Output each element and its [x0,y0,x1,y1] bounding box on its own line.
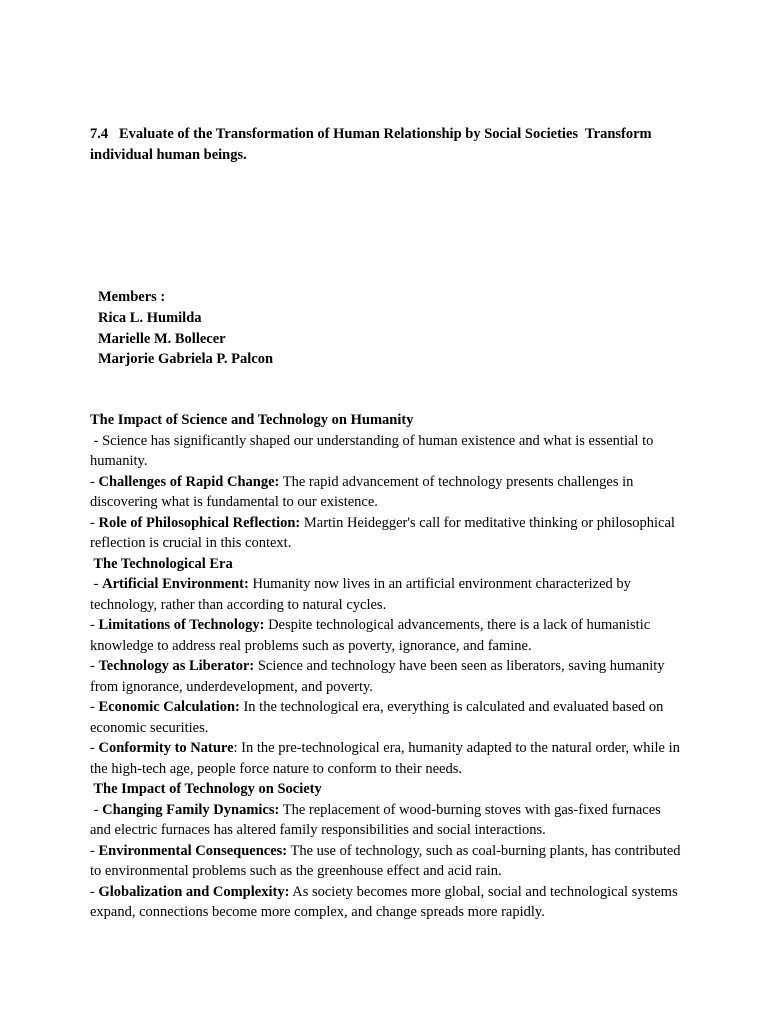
section-title: The Impact of Technology on Society [90,781,322,797]
section-title: The Technological Era [90,555,233,572]
member-name: Marielle M. Bollecer [98,330,226,347]
list-item: - Changing Family Dynamics: The replacement of wood-burning stoves with gas-fixed furnaces and electric furnaces has altered family responsibilities and social interactions. [90,801,661,838]
list-item: - Economic Calculation: In the technological era, everything is calculated and evaluated based on economic securities. [90,699,664,736]
list-item: - Conformity to Nature: In the pre-technological era, humanity adapted to the natural order, while in the high-tech age, people force nature to conform to their needs. [90,740,680,777]
list-item: - Role of Philosophical Reflection: Martin Heidegger's call for meditative thinking or philosophical reflection is crucial in this context. [90,514,675,551]
list-item: - Globalization and Complexity: As society becomes more global, social and technological systems expand, connections become more complex, and change spreads more rapidly. [90,883,678,920]
members-label: Members : [98,289,166,305]
document-body [90,410,685,923]
member-name: Marjorie Gabriela P. Palcon [98,351,274,368]
list-item: - Artificial Environment: Humanity now lives in an artificial environment characterized by technology, rather than according to natural cycles. [90,576,631,613]
member-name: Rica L. Humilda [98,309,202,326]
document-heading: 7.4 Evaluate of the Transformation of Human Relationship by Social Societies Transform individual human beings. [90,126,656,163]
members-block [98,287,273,370]
list-item: - Environmental Consequences: The use of technology, such as coal-burning plants, has contributed to environmental problems such as the greenhouse effect and acid rain. [90,842,681,879]
list-item: - Technology as Liberator: Science and technology have been seen as liberators, saving humanity from ignorance, underdevelopment, and poverty. [90,658,665,695]
list-item: - Challenges of Rapid Change: The rapid advancement of technology presents challenges in discovering what is fundamental to our existence. [90,473,634,510]
list-item: - Science has significantly shaped our understanding of human existence and what is essential to humanity. [90,432,654,469]
list-item: - Limitations of Technology: Despite technological advancements, there is a lack of humanistic knowledge to address real problems such as poverty, ignorance, and famine. [90,617,651,654]
section-title: The Impact of Science and Technology on Humanity [90,412,414,428]
